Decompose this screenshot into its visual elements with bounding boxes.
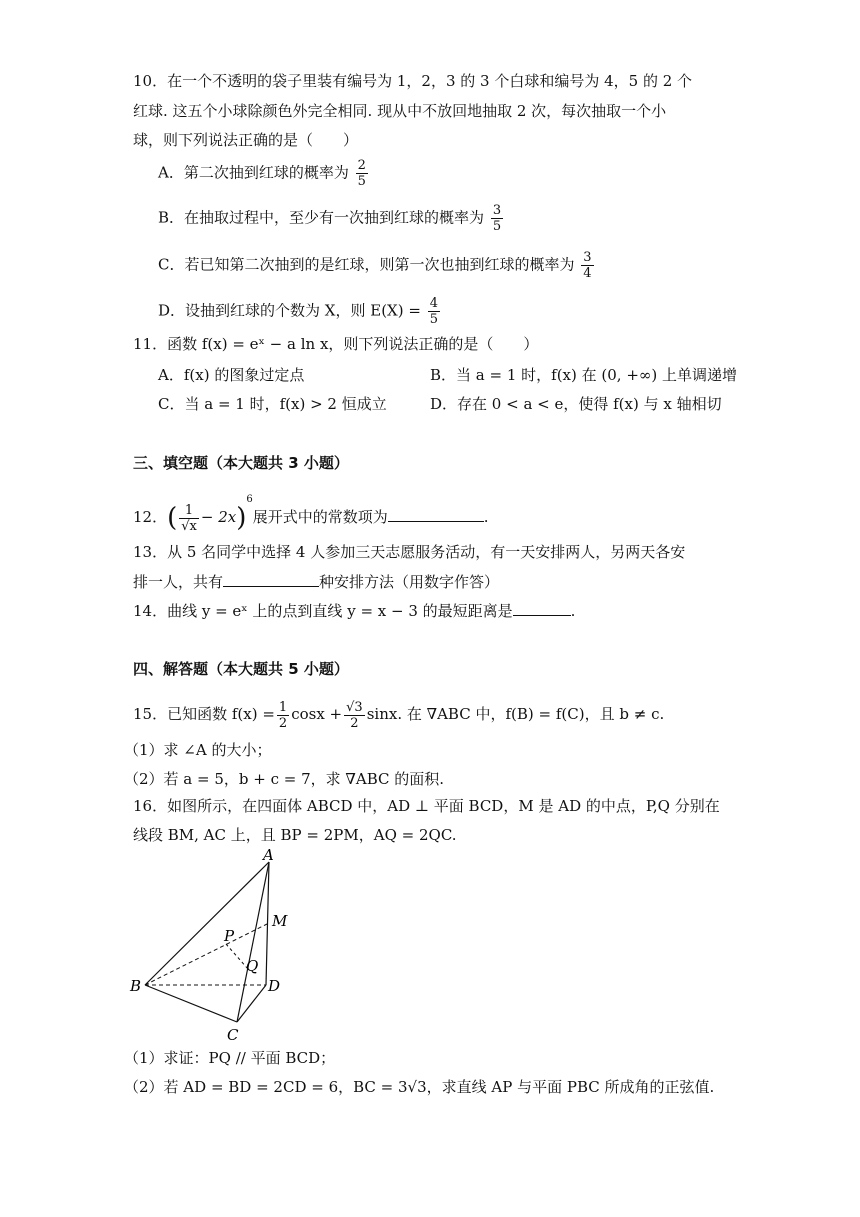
right-paren: )	[236, 503, 247, 533]
fraction-numerator: 4	[429, 296, 438, 311]
q12-fraction	[179, 503, 199, 534]
q15-cos: cosx +	[291, 705, 343, 723]
fraction-denominator: 5	[357, 174, 366, 189]
q10-option-b-text: B．在抽取过程中，至少有一次抽到红球的概率为	[158, 208, 485, 227]
label-Q: Q	[246, 957, 259, 975]
fraction-denominator: 2	[278, 715, 288, 731]
q10-option-b-fraction	[491, 203, 503, 234]
q14-answer-blank[interactable]	[513, 599, 571, 616]
q14-end: .	[570, 602, 576, 620]
q12-text: 展开式中的常数项为	[252, 508, 388, 526]
left-paren: (	[167, 503, 178, 533]
q10-option-c	[158, 250, 596, 281]
fraction-denominator: √x	[181, 518, 197, 534]
tetrahedron-figure	[125, 848, 325, 1048]
q10-option-a	[158, 158, 370, 189]
q10-option-c-fraction	[581, 250, 593, 281]
q16-line1: 16．如图所示，在四面体 ABCD 中，AD ⊥ 平面 BCD，M 是 AD 的中点，P,Q 分别在	[133, 797, 720, 815]
fraction-numerator: 3	[583, 250, 592, 265]
label-C: C	[227, 1026, 239, 1044]
q13-line2-start: 排一人，共有	[133, 573, 224, 591]
label-M: M	[272, 912, 288, 930]
q10-stem-line3: 球，则下列说法正确的是（ ）	[133, 131, 359, 149]
q13-line1: 13．从 5 名同学中选择 4 人参加三天志愿服务活动，有一天安排两人，另两天各安	[133, 543, 686, 561]
q10-option-c-text: C．若已知第二次抽到的是红球，则第一次也抽到红球的概率为	[158, 255, 575, 274]
q11-option-a: A．f(x) 的图象过定点	[158, 366, 305, 384]
q11-option-c: C．当 a = 1 时，f(x) > 2 恒成立	[158, 395, 387, 413]
q15-part2: （2）若 a = 5，b + c = 7，求 ∇ABC 的面积.	[124, 770, 445, 788]
q15-half-fraction	[277, 700, 289, 731]
q12-end: .	[483, 508, 489, 526]
label-D: D	[268, 977, 281, 995]
label-P: P	[224, 927, 235, 945]
fraction-numerator: 1	[278, 699, 288, 715]
q10-option-d-fraction	[428, 296, 440, 327]
q11-option-d: D．存在 0 < a < e，使得 f(x) 与 x 轴相切	[430, 395, 722, 413]
fraction-numerator: √3	[346, 699, 363, 715]
fraction-denominator: 5	[429, 312, 438, 327]
fraction-denominator: 2	[350, 715, 359, 731]
q10-option-d-text: D．设抽到红球的个数为 X，则 E(X) =	[158, 301, 421, 320]
q13-line2-end: 种安排方法（用数字作答）	[319, 573, 500, 591]
q13-line2	[133, 570, 499, 593]
fraction-numerator: 1	[179, 503, 199, 519]
segment-BM	[145, 924, 267, 985]
q10-option-a-text: A．第二次抽到红球的概率为	[158, 163, 349, 182]
segment-PQ	[226, 944, 248, 969]
section-fill-in-heading: 三、填空题（本大题共 3 小题）	[133, 454, 349, 472]
fraction-denominator: 4	[583, 266, 592, 281]
q10-option-d	[158, 296, 442, 327]
q15-pre: 15．已知函数 f(x) =	[133, 705, 275, 723]
q11-stem: 11．函数 f(x) = eˣ − a ln x，则下列说法正确的是（ ）	[133, 335, 539, 353]
q16-part2: （2）若 AD = BD = 2CD = 6，BC = 3√3，求直线 AP 与平面 PBC 所成角的正弦值.	[124, 1078, 715, 1096]
q15-stem	[133, 696, 664, 732]
q14	[133, 599, 575, 622]
edge-BC	[145, 985, 237, 1022]
q12-minus-term: − 2x	[200, 508, 237, 526]
section-solution-heading: 四、解答题（本大题共 5 小题）	[133, 660, 349, 678]
label-B: B	[130, 977, 142, 995]
q10-option-a-fraction	[356, 158, 368, 189]
q14-text: 14．曲线 y = eˣ 上的点到直线 y = x − 3 的最短距离是	[133, 602, 513, 620]
q15-root-fraction	[344, 700, 365, 731]
edge-AC	[237, 862, 269, 1022]
q12-number: 12．	[133, 508, 168, 526]
q10-option-b	[158, 203, 505, 234]
q15-post: sinx. 在 ∇ABC 中，f(B) = f(C)，且 b ≠ c.	[366, 705, 665, 723]
q16-part1: （1）求证：PQ // 平面 BCD；	[124, 1049, 336, 1067]
q10-stem-line1: 10．在一个不透明的袋子里装有编号为 1，2，3 的 3 个白球和编号为 4，5 的 2 个	[133, 72, 693, 90]
edge-AD	[266, 862, 269, 985]
q15-part1: （1）求 ∠A 的大小；	[124, 741, 272, 759]
q16-line2: 线段 BM, AC 上，且 BP = 2PM，AQ = 2QC.	[133, 826, 457, 844]
label-A: A	[263, 848, 274, 864]
q12	[133, 494, 489, 538]
q11-option-b: B．当 a = 1 时，f(x) 在 (0, +∞) 上单调递增	[430, 366, 738, 384]
q12-answer-blank[interactable]	[388, 505, 484, 522]
q13-answer-blank[interactable]	[223, 570, 319, 587]
q12-exponent: 6	[246, 494, 253, 505]
fraction-numerator: 3	[492, 203, 502, 218]
fraction-numerator: 2	[357, 158, 366, 173]
edge-CD	[237, 985, 266, 1022]
fraction-denominator: 5	[492, 219, 502, 234]
q10-stem-line2: 红球. 这五个小球除颜色外完全相同. 现从中不放回地抽取 2 次，每次抽取一个小	[133, 102, 667, 120]
